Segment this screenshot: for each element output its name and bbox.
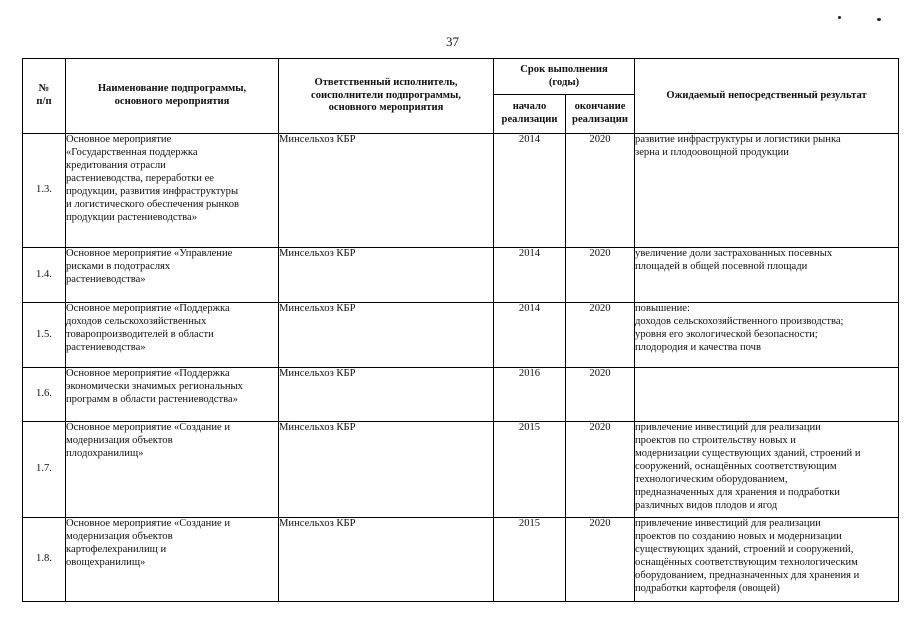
end-year: 2020 xyxy=(566,422,635,518)
start-year: 2016 xyxy=(494,368,566,422)
executor: Минсельхоз КБР xyxy=(279,422,494,518)
activity-name: Основное мероприятие «Управление рисками в подотраслях растениеводства» xyxy=(66,248,279,303)
header-end: окончание реализации xyxy=(566,95,635,134)
executor: Минсельхоз КБР xyxy=(279,134,494,248)
table-row xyxy=(23,368,899,422)
program-table xyxy=(22,58,899,602)
end-year: 2020 xyxy=(566,368,635,422)
activity-name: Основное мероприятие «Создание и модернизация объектов плодохранилищ» xyxy=(66,422,279,518)
end-year: 2020 xyxy=(566,248,635,303)
row-number: 1.3. xyxy=(23,134,66,248)
header-executor: Ответственный исполнитель, соисполнители подпрограммы, основного мероприятия xyxy=(279,59,494,134)
expected-result: привлечение инвестиций для реализации проектов по созданию новых и модернизации существующих зданий, строений и сооружений, оснащённых соответствующим технологическим оборудованием, предназначенных для хранения и подработки картофеля (овощей) xyxy=(635,518,899,602)
table-header xyxy=(23,59,899,134)
header-num: № п/п xyxy=(23,59,66,134)
header-result: Ожидаемый непосредственный результат xyxy=(635,59,899,134)
end-year: 2020 xyxy=(566,518,635,602)
scan-speck xyxy=(877,18,881,21)
table-row xyxy=(23,134,899,248)
executor: Минсельхоз КБР xyxy=(279,368,494,422)
header-start: начало реализации xyxy=(494,95,566,134)
start-year: 2014 xyxy=(494,248,566,303)
row-number: 1.7. xyxy=(23,422,66,518)
start-year: 2014 xyxy=(494,134,566,248)
row-number: 1.8. xyxy=(23,518,66,602)
scan-speck xyxy=(838,16,841,19)
expected-result: повышение: доходов сельскохозяйственного производства; уровня его экологической безопасности; плодородия и качества почв xyxy=(635,303,899,368)
row-number: 1.5. xyxy=(23,303,66,368)
table-row xyxy=(23,248,899,303)
activity-name: Основное мероприятие «Поддержка доходов сельскохозяйственных товаропроизводителей в области растениеводства» xyxy=(66,303,279,368)
table-row xyxy=(23,303,899,368)
end-year: 2020 xyxy=(566,134,635,248)
expected-result: увеличение доли застрахованных посевных площадей в общей посевной площади xyxy=(635,248,899,303)
end-year: 2020 xyxy=(566,303,635,368)
start-year: 2014 xyxy=(494,303,566,368)
row-number: 1.4. xyxy=(23,248,66,303)
expected-result xyxy=(635,368,899,422)
table-row xyxy=(23,518,899,602)
header-name: Наименование подпрограммы, основного мероприятия xyxy=(66,59,279,134)
header-term: Срок выполнения (годы) xyxy=(494,59,635,95)
start-year: 2015 xyxy=(494,422,566,518)
executor: Минсельхоз КБР xyxy=(279,518,494,602)
row-number: 1.6. xyxy=(23,368,66,422)
activity-name: Основное мероприятие «Поддержка экономически значимых региональных программ в области растениеводства» xyxy=(66,368,279,422)
expected-result: развитие инфраструктуры и логистики рынка зерна и плодоовощной продукции xyxy=(635,134,899,248)
executor: Минсельхоз КБР xyxy=(279,248,494,303)
activity-name: Основное мероприятие «Создание и модернизация объектов картофелехранилищ и овощехранилищ» xyxy=(66,518,279,602)
executor: Минсельхоз КБР xyxy=(279,303,494,368)
table-row xyxy=(23,422,899,518)
expected-result: привлечение инвестиций для реализации проектов по строительству новых и модернизации существующих зданий, строений и сооружений, оснащённых соответствующим технологическим оборудованием, предназначенных для хранения и подработки различных видов плодов и ягод xyxy=(635,422,899,518)
start-year: 2015 xyxy=(494,518,566,602)
page-number: 37 xyxy=(446,34,459,49)
activity-name: Основное мероприятие «Государственная поддержка кредитования отрасли растениеводства, переработки ее продукции, развития инфраструктуры и логистического обеспечения рынков продукции растениеводства» xyxy=(66,134,279,248)
